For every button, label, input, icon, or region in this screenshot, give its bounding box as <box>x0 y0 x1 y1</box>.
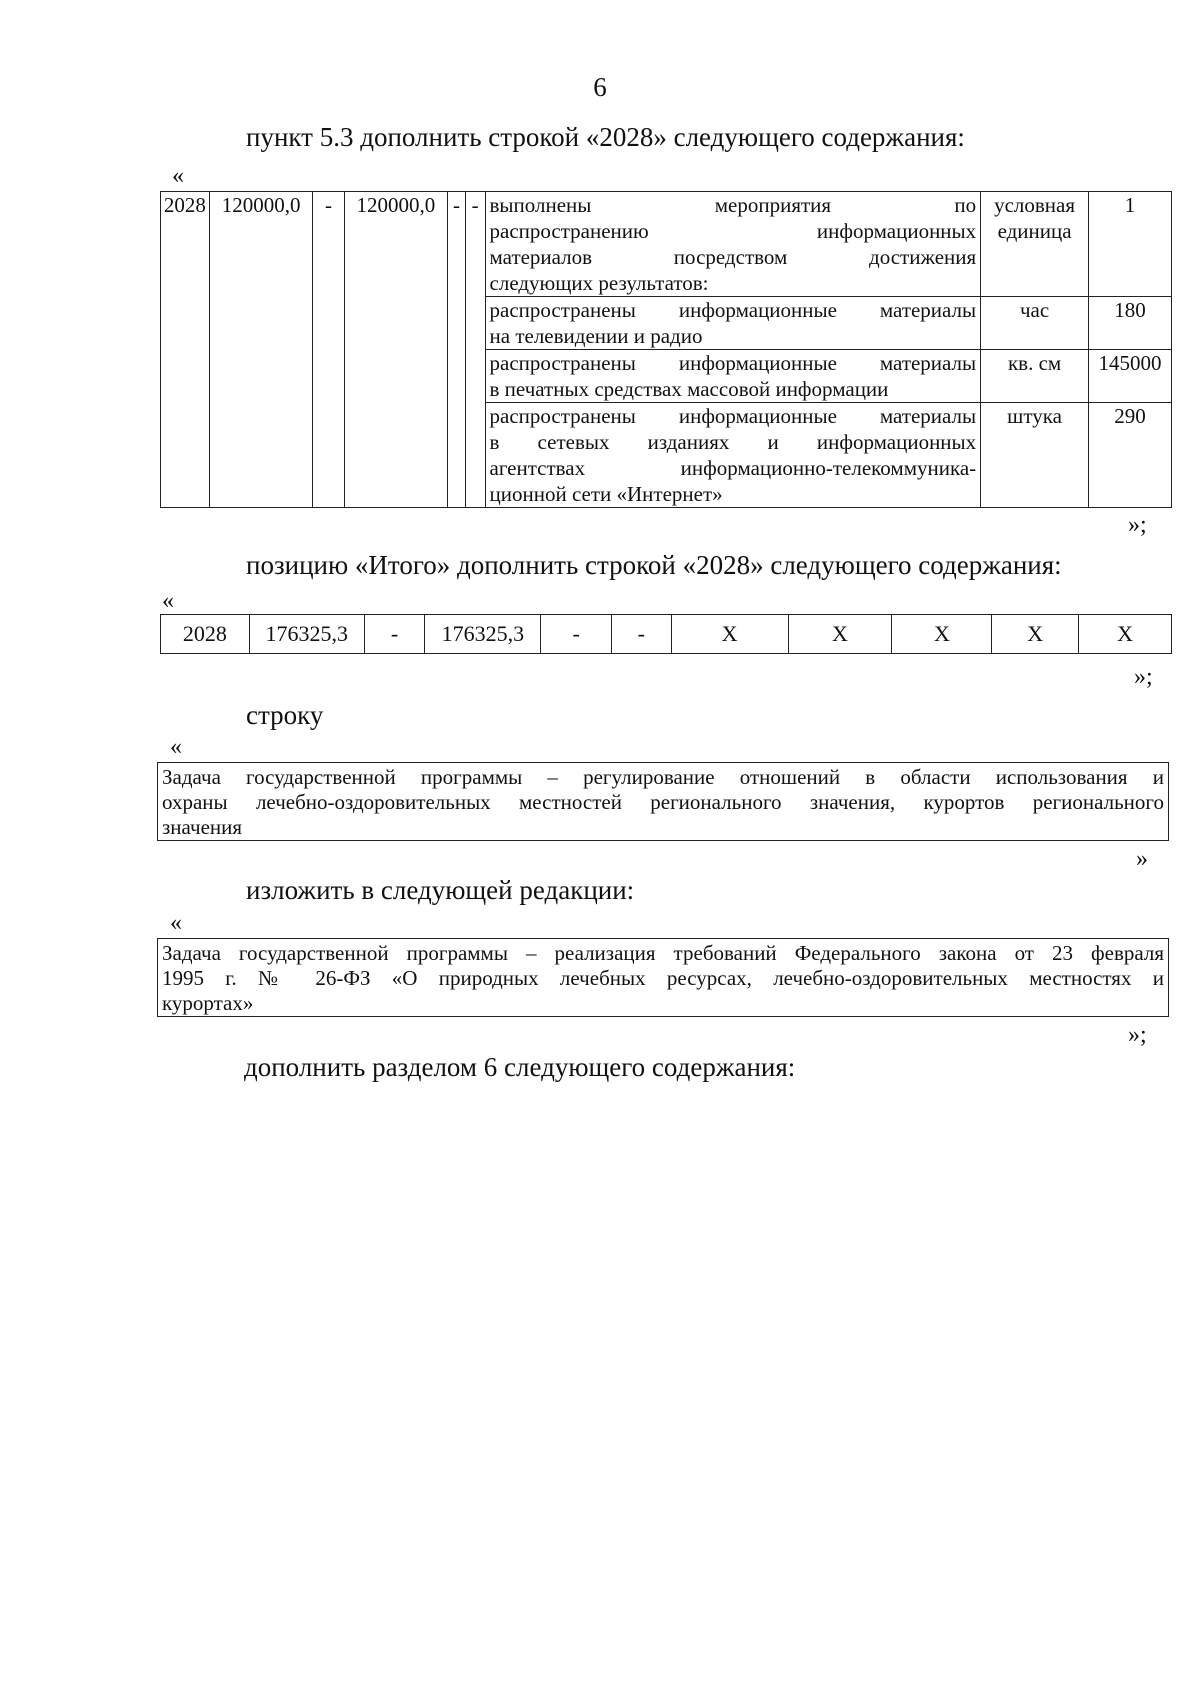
result-line: агентствах информационно-телекоммуника- <box>489 456 977 480</box>
result-text-cell <box>485 350 981 403</box>
section3-close-quote: » <box>1136 846 1148 872</box>
local-cell: - <box>448 192 466 508</box>
regional-cell: 120000,0 <box>344 192 448 508</box>
new-task-box <box>157 938 1169 1017</box>
section4-open-quote: « <box>170 910 182 936</box>
totals-table <box>160 614 1172 654</box>
other-cell: - <box>465 192 485 508</box>
total-cell: 120000,0 <box>209 192 313 508</box>
result-line: распространению информационных <box>489 219 977 243</box>
result-line: материалов посредством достижения <box>489 245 977 269</box>
result-line: ционной сети «Интернет» <box>489 482 723 506</box>
section4-intro: изложить в следующей редакции: <box>246 875 635 905</box>
section2-intro: позицию «Итого» дополнить строкой «2028» следующего содержания: <box>246 550 1062 580</box>
section3-intro: строку <box>246 700 324 730</box>
totals-cell: 176325,3 <box>249 615 364 654</box>
result-line: выполнены мероприятия по <box>489 193 977 217</box>
totals-cell: X <box>892 615 992 654</box>
result-text-cell <box>485 297 981 350</box>
totals-cell: X <box>788 615 892 654</box>
unit-line: условная <box>994 193 1076 217</box>
results-table <box>160 191 1172 508</box>
result-line: распространены информационные материалы <box>489 351 977 375</box>
value-cell: 180 <box>1088 297 1171 350</box>
table-row <box>161 615 1172 654</box>
unit-cell: кв. см <box>981 350 1089 403</box>
value-cell: 290 <box>1088 403 1171 508</box>
totals-cell: X <box>992 615 1079 654</box>
result-line: в сетевых изданиях и информационных <box>489 430 977 454</box>
result-line: распространены информационные материалы <box>489 404 977 428</box>
section1-open-quote: « <box>172 163 184 189</box>
section1-close-quote: »; <box>1128 512 1147 538</box>
new-task-line: курортах» <box>162 991 254 1015</box>
section5-intro: дополнить разделом 6 следующего содержания: <box>244 1052 796 1082</box>
unit-cell: час <box>981 297 1089 350</box>
old-task-line: значения <box>162 815 243 839</box>
page-number: 6 <box>593 72 607 102</box>
value-cell: 145000 <box>1088 350 1171 403</box>
result-line: на телевидении и радио <box>489 324 703 348</box>
unit-cell <box>981 192 1089 297</box>
unit-line: единица <box>997 219 1072 243</box>
old-task-line: Задача государственной программы – регулирование отношений в области использования и <box>162 765 1164 789</box>
section3-open-quote: « <box>170 734 182 760</box>
result-line: распространены информационные материалы <box>489 298 977 322</box>
totals-cell: - <box>364 615 425 654</box>
federal-cell: - <box>313 192 344 508</box>
old-task-line: охраны лечебно-оздоровительных местностей регионального значения, курортов регионального <box>162 790 1164 814</box>
totals-cell: - <box>541 615 612 654</box>
result-line: следующих результатов: <box>489 271 709 295</box>
table-row <box>161 192 1172 297</box>
totals-cell: 2028 <box>161 615 250 654</box>
totals-cell: - <box>611 615 671 654</box>
section2-close-quote: »; <box>1134 664 1153 690</box>
new-task-line: 1995 г. № 26-ФЗ «О природных лечебных ресурсах, лечебно-оздоровительных местностях и <box>162 966 1164 990</box>
section2-open-quote: « <box>162 588 174 614</box>
new-task-line: Задача государственной программы – реализация требований Федерального закона от 23 февраля <box>162 941 1164 965</box>
totals-cell: X <box>1079 615 1172 654</box>
old-task-box <box>157 762 1169 841</box>
totals-cell: X <box>671 615 788 654</box>
section4-close-quote: »; <box>1128 1022 1147 1048</box>
value-cell: 1 <box>1088 192 1171 297</box>
year-cell: 2028 <box>161 192 210 508</box>
totals-cell: 176325,3 <box>425 615 541 654</box>
section1-intro: пункт 5.3 дополнить строкой «2028» следующего содержания: <box>246 122 965 152</box>
unit-cell: штука <box>981 403 1089 508</box>
result-text-cell <box>485 192 981 297</box>
result-text-cell <box>485 403 981 508</box>
result-line: в печатных средствах массовой информации <box>489 377 889 401</box>
